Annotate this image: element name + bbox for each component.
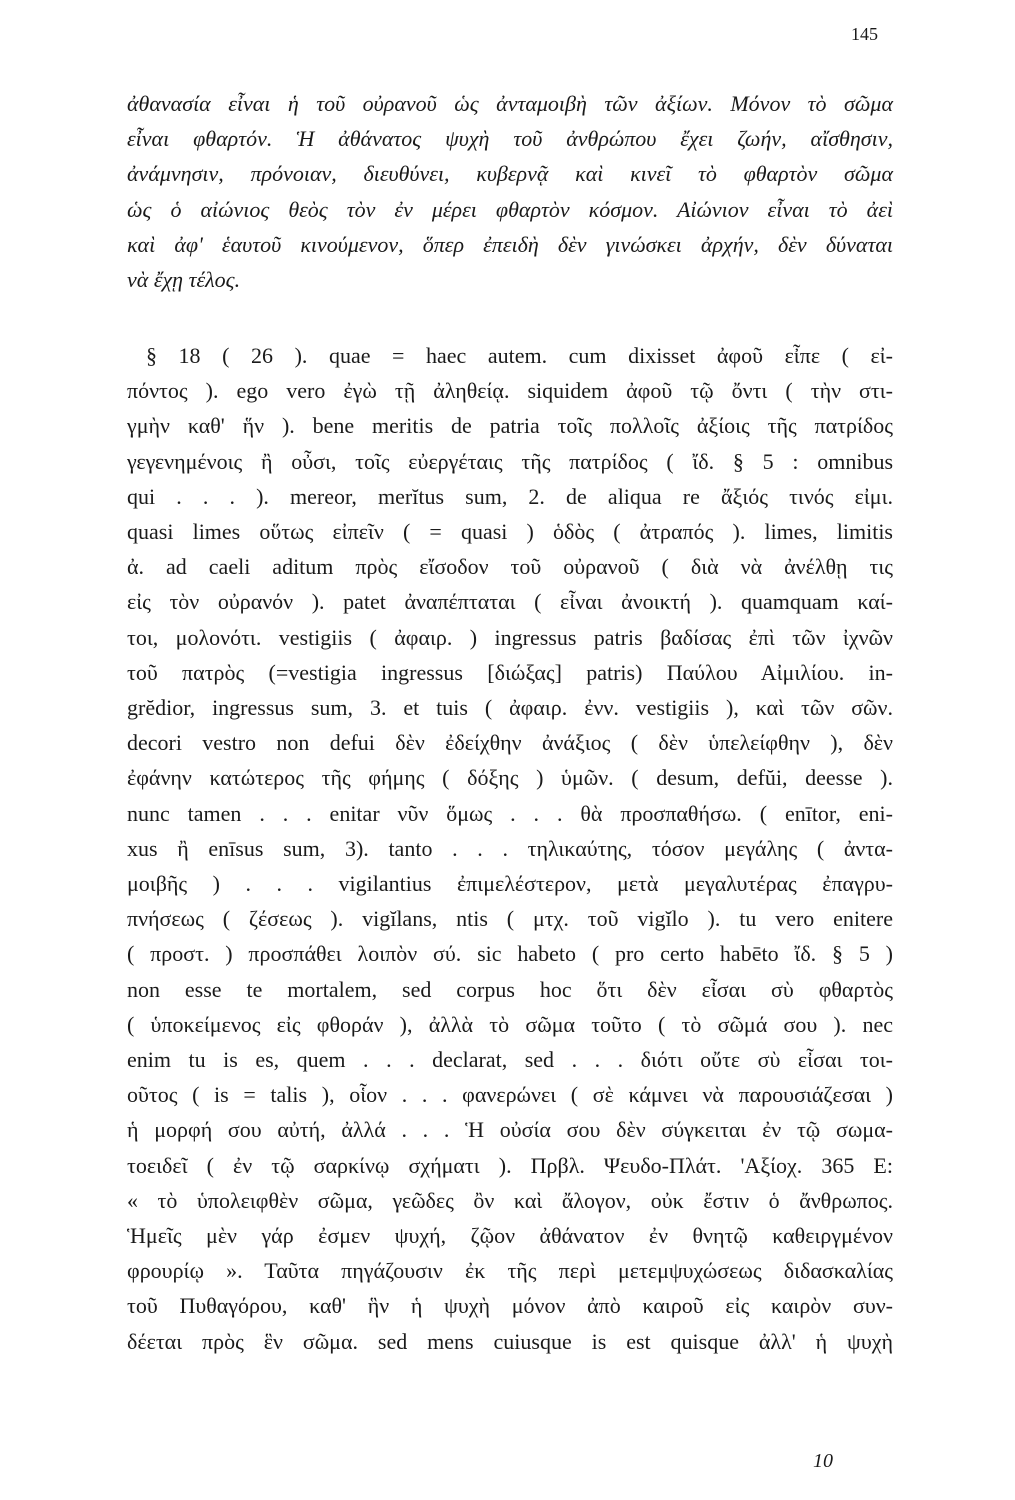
text-line: τοῦ πατρὸς (=vestigia ingressus [διώξας] patris) Παύλου Αἰμιλίου. in- [127,659,893,685]
text-line: qui . . . ). mereor, merĭtus sum, 2. de aliqua re ἄξιός τινός εἰμι. [127,483,893,509]
text-line: καὶ ἀφ' ἑαυτοῦ κινούμενον, ὅπερ ἐπειδὴ δὲν γινώσκει ἀρχήν, δὲν δύναται [127,231,893,257]
text-line: γεγενημένοις ἢ οὖσι, τοῖς εὐεργέταις τῆς πατρίδος ( ἴδ. § 5 : omnibus [127,448,893,474]
text-line: τοῦ Πυθαγόρου, καθ' ἣν ἡ ψυχὴ μόνον ἀπὸ καιροῦ εἰς καιρὸν συν- [127,1293,893,1319]
paragraph-section-18 [127,338,893,1359]
text-line: « τὸ ὑπολειφθὲν σῶμα, γεῶδες ὂν καὶ ἄλογον, οὐκ ἔστιν ὁ ἄνθρωπος. [127,1187,893,1213]
paragraph-commentary [127,86,893,297]
text-line: πόντος ). ego vero ἐγὼ τῇ ἀληθείᾳ. siquidem ἀφοῦ τῷ ὄντι ( τὴν στι- [127,378,893,404]
text-line: ἐφάνην κατώτερος τῆς φήμης ( δόξης ) ὑμῶν. ( desum, defŭi, deesse ). [127,765,893,791]
signature-mark: 10 [813,1450,833,1472]
text-line: ἀ. ad caeli aditum πρὸς εἴσοδον τοῦ οὐρανοῦ ( διὰ νὰ ἀνέλθῃ τις [127,554,893,580]
text-line: μοιβῆς ) . . . vigilantius ἐπιμελέστερον, μετὰ μεγαλυτέρας ἐπαγρυ- [127,871,893,897]
page-number: 145 [851,24,878,44]
text-line: ἀθανασία εἶναι ἡ τοῦ οὐρανοῦ ὡς ἀνταμοιβὴ τῶν ἀξίων. Μόνον τὸ σῶμα [127,91,893,116]
text-line: τοι, μολονότι. vestigiis ( ἀφαιρ. ) ingressus patris βαδίσας ἐπὶ τῶν ἰχνῶν [127,624,893,650]
text-line: πνήσεως ( ζέσεως ). vigĭlans, ntis ( μτχ. τοῦ vigĭlo ). tu vero enitere [127,906,893,932]
text-line: quasi limes οὕτως εἰπεῖν ( = quasi ) ὁδὸς ( ἀτραπός ). limes, limitis [127,519,893,545]
text-line: non esse te mortalem, sed corpus hoc ὅτι δὲν εἶσαι σὺ φθαρτὸς [127,976,893,1002]
text-line: nunc tamen . . . enitar νῦν ὅμως . . . θὰ προσπαθήσω. ( enītor, eni- [127,800,893,826]
text-line: γμὴν καθ' ἥν ). bene meritis de patria τοῖς πολλοῖς ἀξίοις τῆς πατρίδος [127,413,893,439]
text-line: εἶναι φθαρτόν. Ἡ ἀθάνατος ψυχὴ τοῦ ἀνθρώπου ἔχει ζωήν, αἴσθησιν, [127,126,893,152]
text-line: εἰς τὸν οὐρανόν ). patet ἀναπέπταται ( εἶναι ἀνοικτή ). quamquam καί- [127,589,893,615]
text-line: δέεται πρὸς ἓν σῶμα. sed mens cuiusque is est quisque ἀλλ' ἡ ψυχὴ [127,1328,893,1354]
text-line: φρουρίῳ ». Ταῦτα πηγάζουσιν ἐκ τῆς περὶ μετεμψυχώσεως διδασκαλίας [127,1258,893,1284]
text-line: νὰ ἔχῃ τέλος. [127,267,241,293]
text-line: ἡ μορφή σου αὐτή, ἀλλά . . . Ἡ οὐσία σου δὲν σύγκειται ἐν τῷ σωμα- [127,1117,893,1143]
text-line: οῦτος ( is = talis ), οἷον . . . φανερώνει ( σὲ κάμνει νὰ παρουσιάζεσαι ) [127,1082,893,1108]
text-line: ἀνάμνησιν, πρόνοιαν, διευθύνει, κυβερνᾷ καὶ κινεῖ τὸ φθαρτὸν σῶμα [127,161,893,187]
text-line: grĕdior, ingressus sum, 3. et tuis ( ἀφαιρ. ἐνν. vestigiis ), καὶ τῶν σῶν. [127,695,893,721]
text-line: ὡς ὁ αἰώνιος θεὸς τὸν ἐν μέρει φθαρτὸν κόσμον. Αἰώνιον εἶναι τὸ ἀεὶ [127,196,893,222]
text-line: enim tu is es, quem . . . declarat, sed . . . διότι οὔτε σὺ εἶσαι τοι- [127,1047,893,1073]
text-line: Ἡμεῖς μὲν γάρ ἐσμεν ψυχή, ζῷον ἀθάνατον ἐν θνητῷ καθειργμένον [127,1223,893,1249]
text-line: ( προστ. ) προσπάθει λοιπὸν σύ. sic habeto ( pro certo habēto ἴδ. § 5 ) [127,941,893,967]
text-line: decori vestro non defui δὲν ἐδείχθην ἀνάξιος ( δὲν ὑπελείφθην ), δὲν [127,730,893,756]
text-line: τοειδεῖ ( ἐν τῷ σαρκίνῳ σχήματι ). Πρβλ. Ψευδο-Πλάτ. 'Αξίοχ. 365 Ε: [127,1152,893,1178]
text-line: § 18 ( 26 ). quae = haec autem. cum dixisset ἀφοῦ εἶπε ( εἰ- [146,343,893,368]
text-line: xus ἢ enīsus sum, 3). tanto . . . τηλικαύτης, τόσον μεγάλης ( ἀντα- [127,835,893,861]
text-line: ( ὑποκείμενος εἰς φθοράν ), ἀλλὰ τὸ σῶμα τοῦτο ( τὸ σῶμά σου ). nec [127,1011,893,1037]
